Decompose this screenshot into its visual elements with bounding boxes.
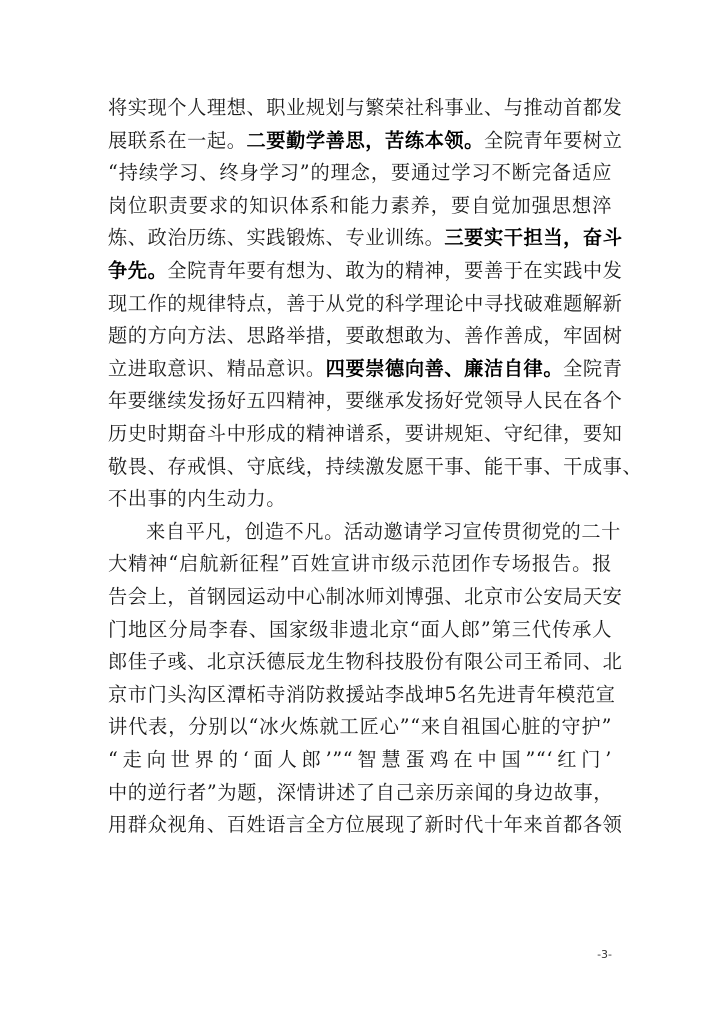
text-line — [108, 125, 623, 157]
text-line — [108, 385, 623, 417]
text-segment: 郎佳子彧、北京沃德辰龙生物科技股份有限公司王希同、北 — [108, 650, 623, 674]
text-segment: 京市门头沟区潭柘寺消防救援站李战坤5名先进青年模范宣 — [108, 682, 616, 706]
text-segment: 告会上，首钢园运动中心制冰师刘博强、北京市公安局天安 — [108, 585, 623, 608]
text-segment: 大精神“启航新征程”百姓宣讲市级示范团作专场报告。报 — [108, 552, 612, 576]
text-line — [108, 190, 612, 222]
bold-text-segment: 二要勤学善思，苦练本领。 — [246, 128, 484, 152]
text-segment: 展联系在一起。 — [108, 128, 247, 152]
text-segment: 全院青年要有想为、敢为的精神，要善于在实践中发 — [167, 259, 623, 282]
text-segment: 敬畏、存戒惧、守底线，持续激发愿干事、能干事、干成事、 — [108, 454, 643, 478]
text-line — [108, 744, 612, 776]
text-line — [108, 777, 612, 809]
text-segment: 历史时期奋斗中形成的精神谱系，要讲规矩、守纪律，要知 — [108, 422, 623, 445]
text-segment: 门地区分局李春、国家级非遗北京“面人郎”第三代传承人 — [108, 617, 612, 641]
text-line — [146, 516, 621, 548]
text-segment: 立进取意识、精品意识。 — [108, 356, 326, 380]
text-segment: 中的逆行者”为题，深情讲述了自己亲历亲闻的身边故事， — [108, 780, 614, 804]
text-segment: 用群众视角、百姓语言全方位展现了新时代十年来首都各领 — [108, 813, 623, 837]
text-line — [108, 548, 612, 580]
text-line — [108, 320, 623, 352]
text-segment: 全院青年要树立 — [483, 128, 623, 152]
text-line — [108, 418, 623, 450]
bold-text-segment: 争先。 — [108, 259, 168, 282]
text-segment: 讲代表，分别以“冰火炼就工匠心”“来自祖国心脏的守护” — [108, 715, 612, 739]
text-line — [108, 614, 612, 646]
text-segment: “走向世界的‘面人郎’”“智慧蛋鸡在中国”“‘红门’ — [108, 748, 612, 771]
text-segment: 将实现个人理想、职业规划与繁荣社科事业、与推动首都发 — [108, 96, 623, 119]
text-line — [108, 353, 623, 385]
text-line — [108, 222, 623, 254]
bold-text-segment: 四要崇德向善、廉洁自律。 — [325, 356, 564, 380]
text-line — [108, 92, 623, 124]
text-line — [108, 809, 623, 841]
text-line — [108, 679, 616, 711]
text-segment: 炼、政治历练、实践锻炼、专业训练。 — [108, 226, 445, 250]
text-segment: 年要继续发扬好五四精神，要继承发扬好党领导人民在各个 — [108, 389, 623, 413]
text-segment: 现工作的规律特点，善于从党的科学理论中寻找破难题解新 — [108, 291, 623, 315]
text-line — [108, 451, 643, 483]
text-segment: 全院青 — [563, 356, 623, 380]
text-line — [108, 711, 612, 743]
text-line — [108, 288, 623, 320]
text-line — [108, 157, 612, 189]
text-line — [108, 646, 623, 678]
text-line — [108, 581, 623, 613]
text-segment: “持续学习、终身学习”的理念，要通过学习不断完备适应 — [108, 161, 612, 185]
text-line — [108, 483, 612, 515]
text-segment: 题的方向方法、思路举措，要敢想敢为、善作善成，牢固树 — [108, 324, 623, 348]
page-number: -3- — [597, 948, 612, 961]
bold-text-segment: 三要实干担当，奋斗 — [444, 226, 623, 250]
text-segment: 来自平凡，创造不凡。活动邀请学习宣传贯彻党的二十 — [146, 519, 621, 543]
text-segment: 岗位职责要求的知识体系和能力素养，要自觉加强思想淬 — [108, 193, 612, 217]
text-segment: 不出事的内生动力。 — [108, 487, 287, 511]
text-line — [108, 255, 623, 287]
